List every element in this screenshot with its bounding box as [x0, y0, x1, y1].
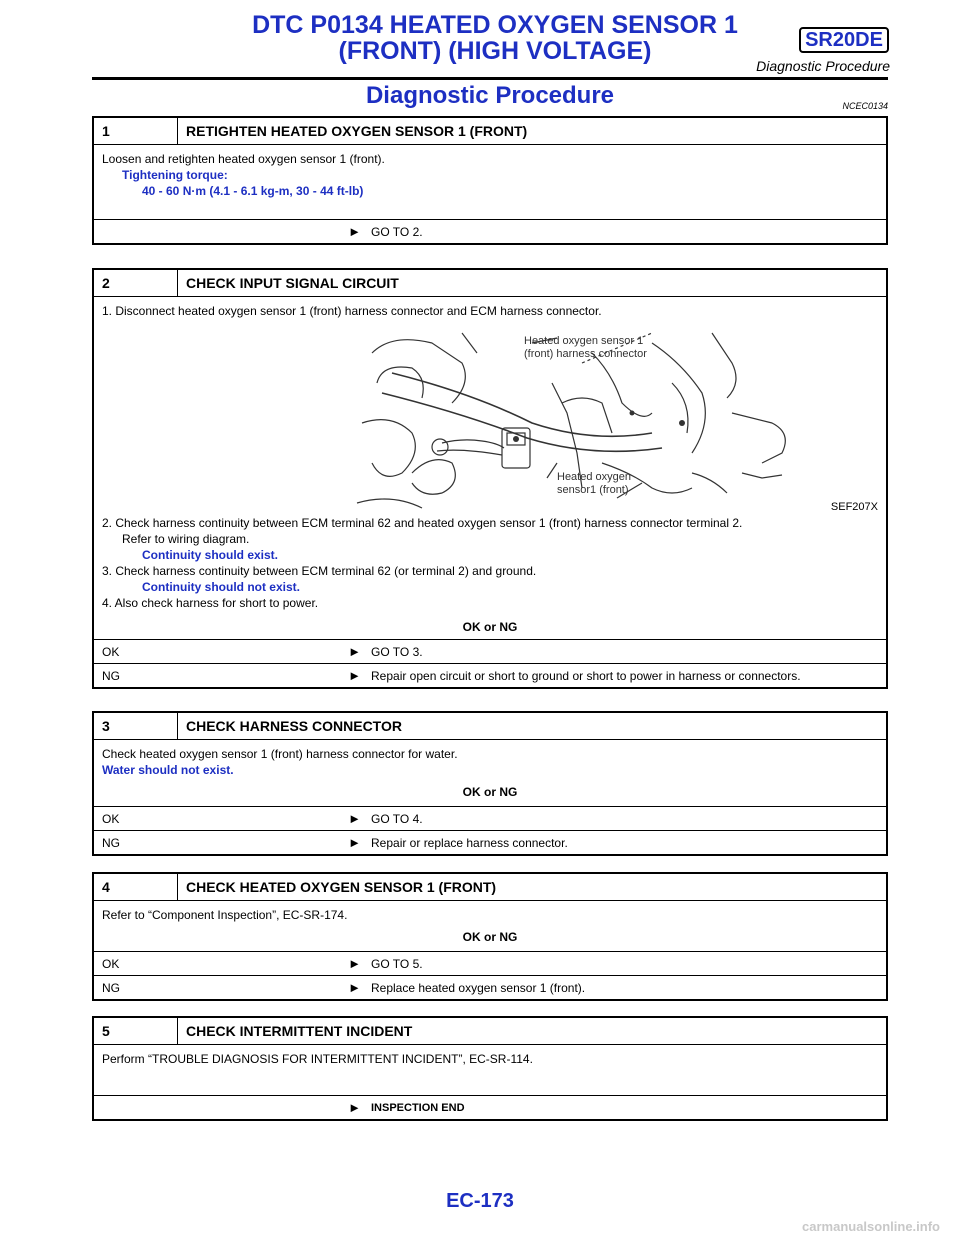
step-number: 3: [94, 713, 178, 739]
step-4-header: [94, 874, 886, 901]
step-number: 1: [94, 118, 178, 144]
step-2-box: [92, 268, 888, 689]
ok-row: [94, 806, 886, 830]
section-title: Diagnostic Procedure: [365, 82, 615, 109]
step-5-header: [94, 1018, 886, 1045]
spec-label: Tightening torque:: [122, 168, 228, 182]
step-2-header: [94, 270, 886, 297]
check-item: 2. Check harness continuity between ECM terminal 62 and heated oxygen sensor 1 (front) harness connector terminal 2.: [102, 516, 743, 530]
callout-sensor-line2: sensor1 (front): [557, 484, 629, 496]
result-row: [94, 1095, 886, 1119]
callout-connector-label: [524, 335, 647, 361]
step-text: Perform “TROUBLE DIAGNOSIS FOR INTERMITTENT INCIDENT”, EC-SR-114.: [102, 1052, 533, 1066]
ng-label: NG: [102, 980, 120, 995]
step-title: RETIGHTEN HEATED OXYGEN SENSOR 1 (FRONT): [186, 123, 528, 139]
step-number: 4: [94, 874, 178, 900]
ng-label: NG: [102, 835, 120, 850]
step-1-header: [94, 118, 886, 145]
ok-label: OK: [102, 811, 120, 826]
callout-connector-line1: Heated oxygen sensor 1: [524, 335, 644, 347]
result-row: [94, 219, 886, 243]
result-text: GO TO 3.: [371, 644, 423, 659]
spec-value: Continuity should not exist.: [142, 580, 300, 594]
spec-value: Water should not exist.: [102, 763, 234, 777]
step-number: 5: [94, 1018, 178, 1044]
step-3-body: [94, 740, 886, 806]
ok-or-ng-label: OK or NG: [462, 785, 518, 799]
result-text: Repair open circuit or short to ground or short to power in harness or connectors.: [371, 668, 801, 683]
header-divider: [92, 77, 888, 80]
arrow-icon: ►: [348, 1100, 361, 1115]
step-5-box: [92, 1016, 888, 1121]
arrow-icon: ►: [348, 224, 361, 239]
step-title: CHECK HEATED OXYGEN SENSOR 1 (FRONT): [186, 879, 497, 895]
connector-illustration: [352, 323, 872, 513]
step-1-box: [92, 116, 888, 245]
arrow-icon: ►: [348, 644, 361, 659]
result-text: Replace heated oxygen sensor 1 (front).: [371, 980, 586, 995]
step-number: 2: [94, 270, 178, 296]
callout-connector-line2: (front) harness connector: [524, 348, 647, 360]
arrow-icon: ►: [348, 980, 361, 995]
watermark: carmanualsonline.info: [802, 1219, 940, 1234]
page-code: EC-173: [446, 1190, 514, 1212]
engine-badge: SR20DE: [799, 27, 889, 53]
header-title-line2: (FRONT) (HIGH VOLTAGE): [338, 37, 652, 65]
ok-label: OK: [102, 644, 120, 659]
step-text: Refer to “Component Inspection”, EC-SR-174.: [102, 908, 348, 922]
result-text: GO TO 4.: [371, 811, 423, 826]
check-item: 1. Disconnect heated oxygen sensor 1 (front) harness connector and ECM harness connector.: [102, 304, 602, 318]
step-2-body: [94, 297, 886, 639]
header-subtitle: Diagnostic Procedure: [756, 58, 890, 74]
figure-code: SEF207X: [830, 501, 878, 513]
header-title-line1: DTC P0134 HEATED OXYGEN SENSOR 1: [252, 11, 738, 39]
result-text: GO TO 5.: [371, 956, 423, 971]
ok-row: [94, 951, 886, 975]
ok-or-ng-label: OK or NG: [462, 930, 518, 944]
step-title: CHECK INTERMITTENT INCIDENT: [186, 1023, 413, 1039]
arrow-icon: ►: [348, 835, 361, 850]
callout-sensor-line1: Heated oxygen: [557, 471, 631, 483]
check-item: 3. Check harness continuity between ECM terminal 62 (or terminal 2) and ground.: [102, 564, 537, 578]
ng-row: [94, 830, 886, 854]
check-item: 4. Also check harness for short to power.: [102, 596, 319, 610]
step-1-body: [94, 145, 886, 219]
step-title: CHECK INPUT SIGNAL CIRCUIT: [186, 275, 399, 291]
callout-sensor-label: [557, 471, 631, 497]
ok-or-ng-label: OK or NG: [462, 620, 518, 634]
ok-row: [94, 639, 886, 663]
arrow-icon: ►: [348, 956, 361, 971]
result-text: GO TO 2.: [371, 224, 423, 239]
ng-label: NG: [102, 668, 120, 683]
spec-value: 40 - 60 N·m (4.1 - 6.1 kg-m, 30 - 44 ft-lb): [142, 184, 364, 198]
result-text: Repair or replace harness connector.: [371, 835, 568, 850]
step-3-header: [94, 713, 886, 740]
step-5-body: [94, 1045, 886, 1095]
arrow-icon: ►: [348, 668, 361, 683]
ng-row: [94, 663, 886, 687]
step-text: Loosen and retighten heated oxygen sensor 1 (front).: [102, 152, 385, 166]
check-note: Refer to wiring diagram.: [122, 532, 250, 546]
ok-label: OK: [102, 956, 120, 971]
page-header-title: [250, 12, 740, 64]
spec-value: Continuity should exist.: [142, 548, 279, 562]
arrow-icon: ►: [348, 811, 361, 826]
result-text: INSPECTION END: [371, 1101, 465, 1114]
section-code: NCEC0134: [842, 101, 888, 111]
step-text: Check heated oxygen sensor 1 (front) harness connector for water.: [102, 747, 458, 761]
step-4-body: [94, 901, 886, 951]
step-4-box: [92, 872, 888, 1001]
step-3-box: [92, 711, 888, 856]
step-title: CHECK HARNESS CONNECTOR: [186, 718, 402, 734]
ng-row: [94, 975, 886, 999]
